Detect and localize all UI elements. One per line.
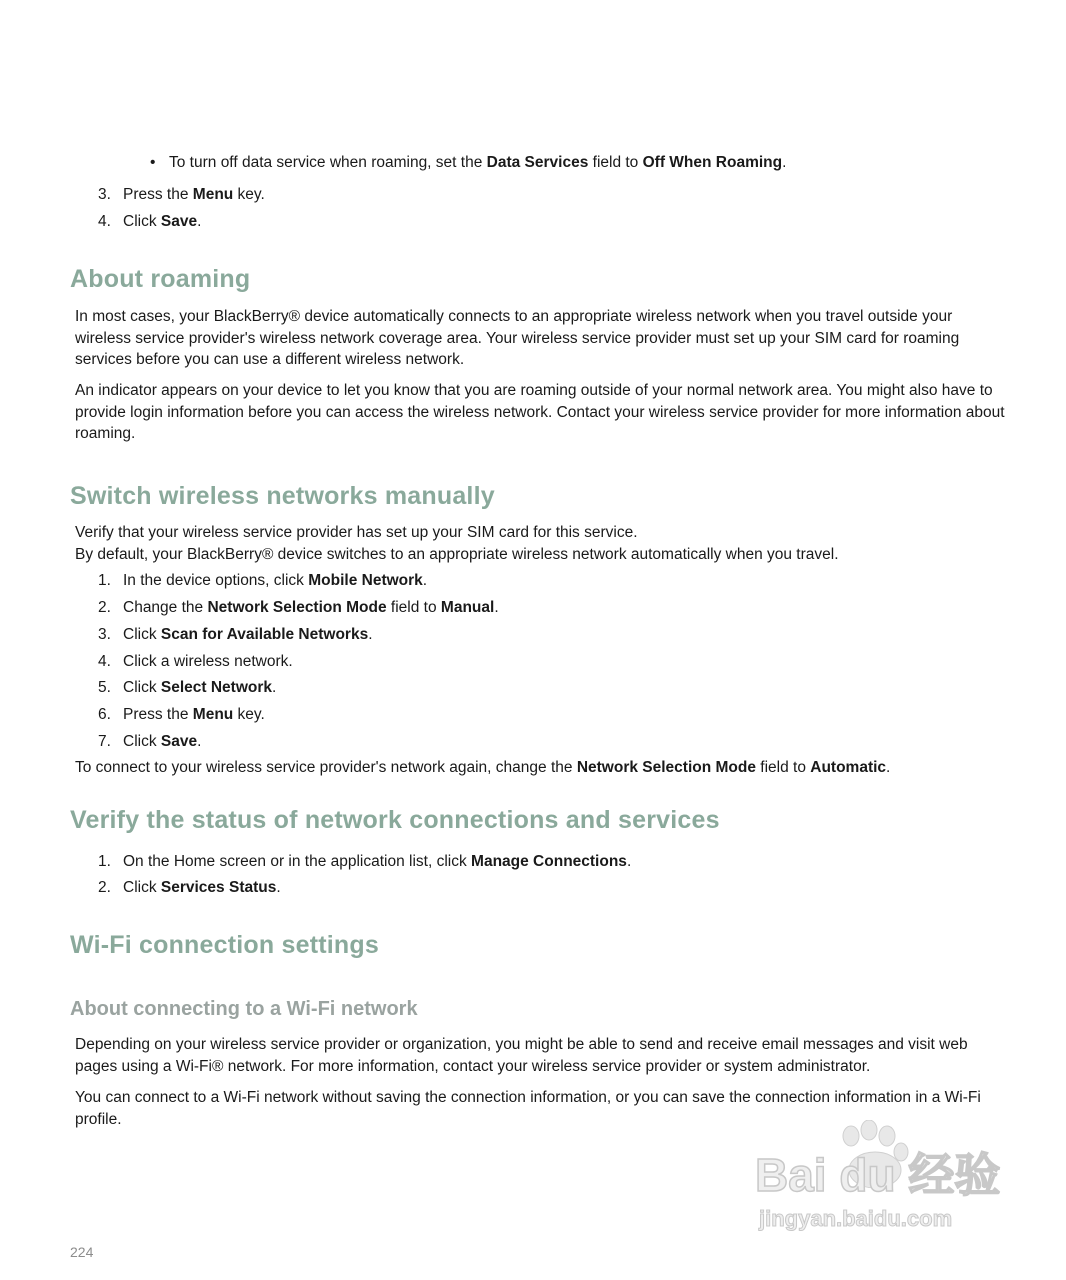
step-item: 3. Press the Menu key. [98, 186, 265, 203]
subsection-heading-wifi: About connecting to a Wi-Fi network [70, 998, 418, 1020]
step-item: 2. Change the Network Selection Mode field to Manual. [98, 599, 499, 616]
step-item: 1. On the Home screen or in the application list, click Manage Connections. [98, 853, 632, 870]
watermark-logo: Bai du 经验 [755, 1149, 1001, 1201]
switch-after-note: To connect to your wireless service provider's network again, change the Network Selection Mode field to Automatic. [75, 759, 891, 776]
step-item: 4. Click a wireless network. [98, 653, 293, 670]
bullet-item: • To turn off data service when roaming, set the Data Services field to Off When Roaming. [150, 152, 1030, 174]
watermark-url: jingyan.baidu.com [759, 1206, 953, 1231]
roaming-paragraph-2: An indicator appears on your device to let you know that you are roaming outside of your normal network area. You might also have to provide login information before you can access the wireless network. Contact your wireless service provider for more information about roaming. [75, 382, 1005, 442]
step-item: 2. Click Services Status. [98, 879, 281, 896]
step-item: 1. In the device options, click Mobile Network. [98, 572, 428, 589]
baidu-watermark [755, 1120, 1005, 1240]
step-item: 4. Click Save. [98, 213, 202, 230]
wifi-paragraph-2: You can connect to a Wi-Fi network without saving the connection information, or you can save the connection information in a Wi-Fi profile. [75, 1089, 981, 1128]
step-item: 6. Press the Menu key. [98, 706, 265, 723]
step-item: 7. Click Save. [98, 733, 202, 750]
wifi-paragraph-1: Depending on your wireless service provider or organization, you might be able to send and receive email messages and visit web pages using a Wi-Fi® network. For more information, contact your wireless service provider or system administrator. [75, 1036, 968, 1075]
bullet-glyph: • [150, 154, 156, 171]
roaming-paragraph-1: In most cases, your BlackBerry® device automatically connects to an appropriate wireless network when you travel outside your wireless service provider's wireless network coverage area. Your wireless service provider must set up your SIM card for roaming services before you can use a different wireless network. [75, 308, 960, 368]
switch-intro-1: Verify that your wireless service provider has set up your SIM card for this service. [75, 524, 638, 541]
section-heading-wifi: Wi-Fi connection settings [70, 931, 379, 959]
section-heading-switch: Switch wireless networks manually [70, 482, 495, 510]
page-number: 224 [70, 1244, 94, 1260]
section-heading-verify: Verify the status of network connections and services [70, 806, 720, 834]
step-item: 5. Click Select Network. [98, 679, 277, 696]
switch-intro-2: By default, your BlackBerry® device switches to an appropriate wireless network automatically when you travel. [75, 546, 839, 563]
step-item: 3. Click Scan for Available Networks. [98, 626, 373, 643]
section-heading-roaming: About roaming [70, 265, 251, 293]
